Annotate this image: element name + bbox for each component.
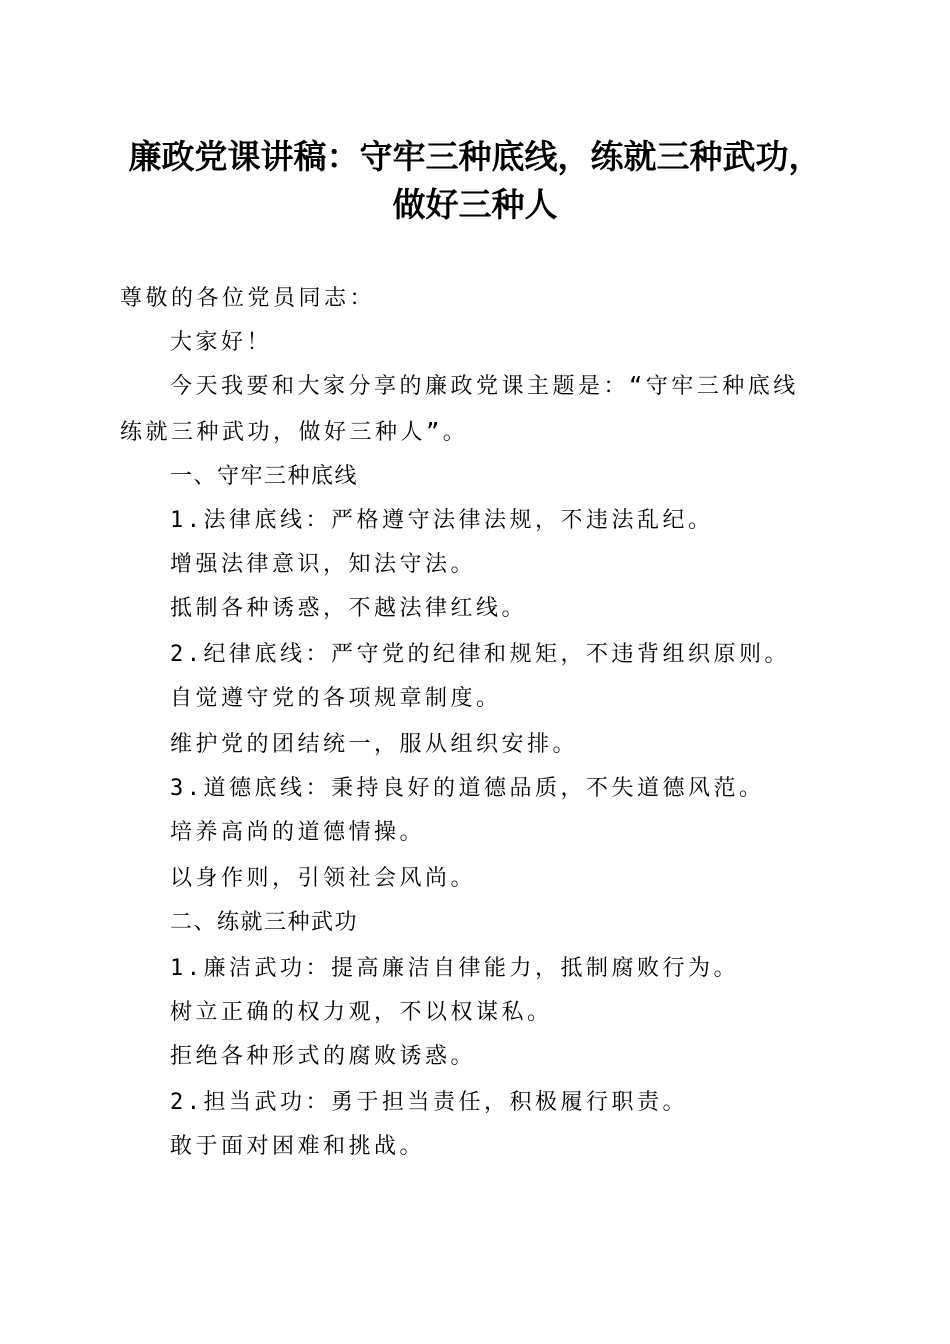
intro-paragraph-line-2: 练就三种武功，做好三种人”。 bbox=[120, 420, 469, 445]
intro-paragraph-line-1: 今天我要和大家分享的廉政党课主题是：“守牢三种底线 bbox=[170, 374, 799, 399]
section-heading-2: 二、练就三种武功 bbox=[170, 910, 359, 935]
paragraph: 1.廉洁武功：提高廉洁自律能力，抵制腐败行为。 bbox=[170, 956, 739, 981]
paragraph: 树立正确的权力观，不以权谋私。 bbox=[170, 1000, 553, 1025]
paragraph: 2.纪律底线：严守党的纪律和规矩，不违背组织原则。 bbox=[170, 642, 790, 667]
paragraph: 抵制各种诱惑，不越法律红线。 bbox=[170, 596, 528, 621]
paragraph: 2.担当武功：勇于担当责任，积极履行职责。 bbox=[170, 1090, 688, 1115]
paragraph: 以身作则，引领社会风尚。 bbox=[170, 866, 477, 891]
salutation: 尊敬的各位党员同志： bbox=[120, 286, 376, 311]
paragraph: 拒绝各种形式的腐败诱惑。 bbox=[170, 1044, 477, 1069]
greeting: 大家好！ bbox=[170, 330, 273, 355]
document-title-line-1: 廉政党课讲稿：守牢三种底线，练就三种武功， bbox=[128, 137, 822, 176]
paragraph: 增强法律意识，知法守法。 bbox=[170, 552, 477, 577]
paragraph: 敢于面对困难和挑战。 bbox=[170, 1134, 426, 1159]
paragraph: 培养高尚的道德情操。 bbox=[170, 820, 426, 845]
document-title-line-2: 做好三种人 bbox=[392, 185, 558, 224]
section-heading-1: 一、守牢三种底线 bbox=[170, 464, 359, 489]
paragraph: 3.道德底线：秉持良好的道德品质，不失道德风范。 bbox=[170, 776, 765, 801]
paragraph: 自觉遵守党的各项规章制度。 bbox=[170, 686, 502, 711]
paragraph: 1.法律底线：严格遵守法律法规，不违法乱纪。 bbox=[170, 508, 714, 533]
paragraph: 维护党的团结统一，服从组织安排。 bbox=[170, 732, 579, 757]
